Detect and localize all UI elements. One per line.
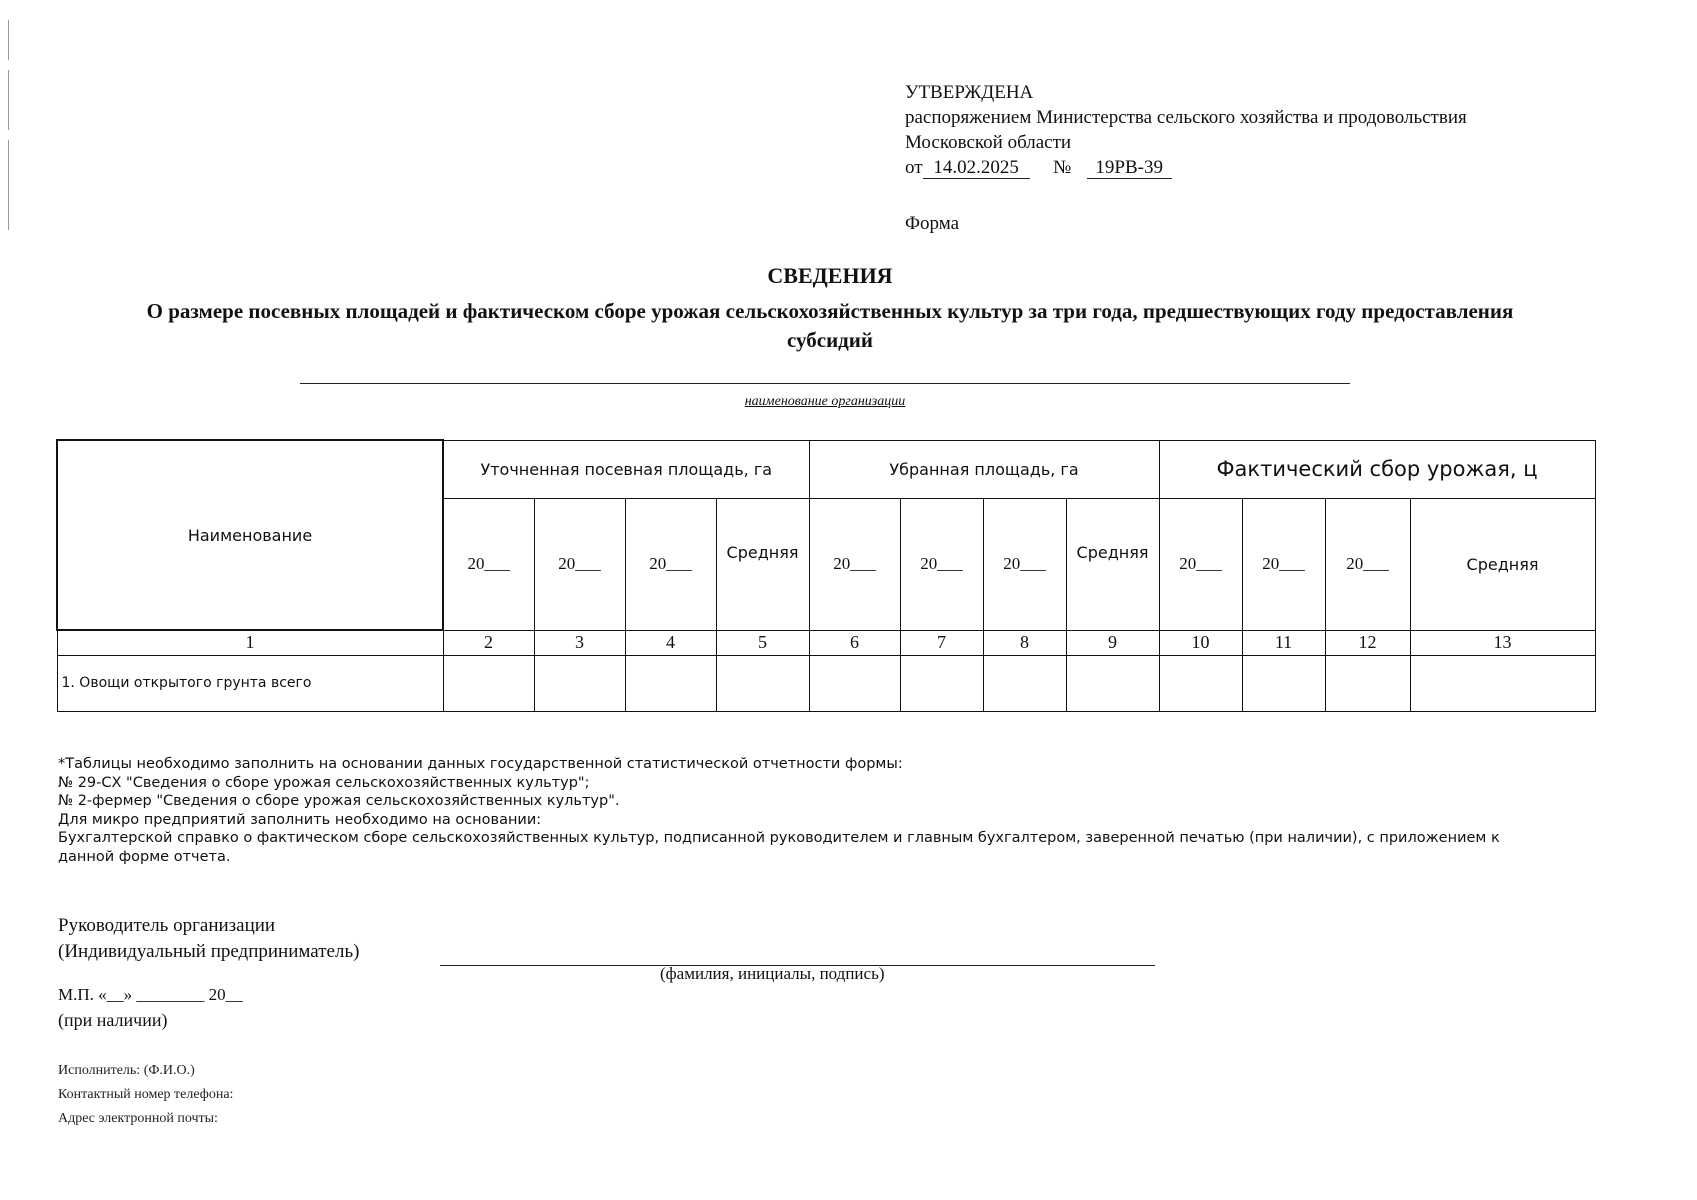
note-line: Бухгалтерской справко о фактическом сборе сельскохозяйственных культур, подписанной руководителем и главным бухгалтером, заверенной печатью (при наличии), с приложением к	[58, 830, 1500, 846]
organization-name-line[interactable]	[300, 383, 1350, 384]
approval-date-row	[905, 155, 1467, 180]
approval-date: 14.02.2025	[923, 158, 1030, 179]
year-cell: 20___	[1159, 498, 1242, 630]
document-title: СВЕДЕНИЯ	[767, 263, 893, 288]
harvested-area-header: Убранная площадь, га	[809, 440, 1159, 498]
document-subtitle	[110, 297, 1550, 355]
column-number: 9	[1066, 630, 1159, 655]
column-number: 11	[1242, 630, 1325, 655]
column-number: 13	[1410, 630, 1595, 655]
data-cell[interactable]	[1242, 655, 1325, 711]
column-number: 7	[900, 630, 983, 655]
year-cell: 20___	[1325, 498, 1410, 630]
year-cell: 20___	[983, 498, 1066, 630]
year-cell: 20___	[809, 498, 900, 630]
signatory-subtitle: (Индивидуальный предприниматель)	[58, 941, 360, 962]
approval-heading: УТВЕРЖДЕНА	[905, 82, 1034, 103]
number-prefix: №	[1053, 157, 1072, 178]
scan-margin-mark	[8, 20, 9, 60]
note-line: *Таблицы необходимо заполнить на основании данных государственной статистической отчетности формы:	[58, 756, 903, 772]
year-cell: 20___	[443, 498, 534, 630]
average-cell: Средняя	[1066, 498, 1159, 630]
table-row	[57, 655, 1595, 711]
data-cell[interactable]	[625, 655, 716, 711]
approval-line-2: Московской области	[905, 132, 1072, 153]
data-cell[interactable]	[1066, 655, 1159, 711]
year-cell: 20___	[900, 498, 983, 630]
average-cell: Средняя	[1410, 498, 1595, 630]
contacts-block	[58, 1059, 233, 1131]
subtitle-text: О размере посевных площадей и фактическом сборе урожая сельскохозяйственных культур за три года, предшествующих году предоставления субсидий	[146, 299, 1514, 352]
note-line: № 2-фермер "Сведения о сборе урожая сельскохозяйственных культур".	[58, 793, 620, 809]
signature-caption: (фамилия, инициалы, подпись)	[660, 964, 885, 983]
data-cell[interactable]	[900, 655, 983, 711]
stamp-note: (при наличии)	[58, 1010, 168, 1030]
column-number: 6	[809, 630, 900, 655]
column-number: 8	[983, 630, 1066, 655]
year-cell: 20___	[1242, 498, 1325, 630]
note-line: данной форме отчета.	[58, 848, 231, 865]
harvest-table	[56, 439, 1596, 712]
column-number: 3	[534, 630, 625, 655]
sown-area-header: Уточненная посевная площадь, га	[443, 440, 809, 498]
date-prefix: от	[905, 157, 923, 178]
email-label: Адрес электронной почты:	[58, 1111, 218, 1126]
notes-block	[58, 755, 1598, 866]
column-number: 5	[716, 630, 809, 655]
actual-harvest-header: Фактический сбор урожая, ц	[1159, 440, 1595, 498]
column-number: 10	[1159, 630, 1242, 655]
year-cell: 20___	[534, 498, 625, 630]
signatory-title: Руководитель организации	[58, 915, 276, 936]
data-cell[interactable]	[443, 655, 534, 711]
row-name: 1. Овощи открытого грунта всего	[57, 655, 443, 711]
data-cell[interactable]	[1410, 655, 1595, 711]
column-number: 2	[443, 630, 534, 655]
column-number: 1	[57, 630, 443, 655]
organization-caption: наименование организации	[744, 394, 906, 409]
scan-margin-mark	[8, 70, 9, 130]
phone-label: Контактный номер телефона:	[58, 1087, 234, 1102]
data-cell[interactable]	[716, 655, 809, 711]
name-header: Наименование	[57, 440, 443, 630]
column-number: 4	[625, 630, 716, 655]
column-number: 12	[1325, 630, 1410, 655]
approval-line-1: распоряжением Министерства сельского хозяйства и продовольствия	[905, 107, 1467, 128]
data-cell[interactable]	[1325, 655, 1410, 711]
approval-block	[905, 80, 1467, 180]
note-line: № 29-СХ "Сведения о сборе урожая сельскохозяйственных культур";	[58, 774, 590, 791]
executor-label: Исполнитель: (Ф.И.О.)	[58, 1063, 195, 1078]
stamp-date-line: М.П. «__» ________ 20__	[58, 985, 243, 1004]
approval-number: 19РВ-39	[1087, 158, 1172, 179]
data-cell[interactable]	[809, 655, 900, 711]
year-cell: 20___	[625, 498, 716, 630]
data-cell[interactable]	[1159, 655, 1242, 711]
form-label: Форма	[905, 213, 960, 234]
scan-margin-mark	[8, 140, 9, 230]
data-cell[interactable]	[983, 655, 1066, 711]
note-line: Для микро предприятий заполнить необходимо на основании:	[58, 811, 542, 828]
average-cell: Средняя	[716, 498, 809, 630]
data-cell[interactable]	[534, 655, 625, 711]
